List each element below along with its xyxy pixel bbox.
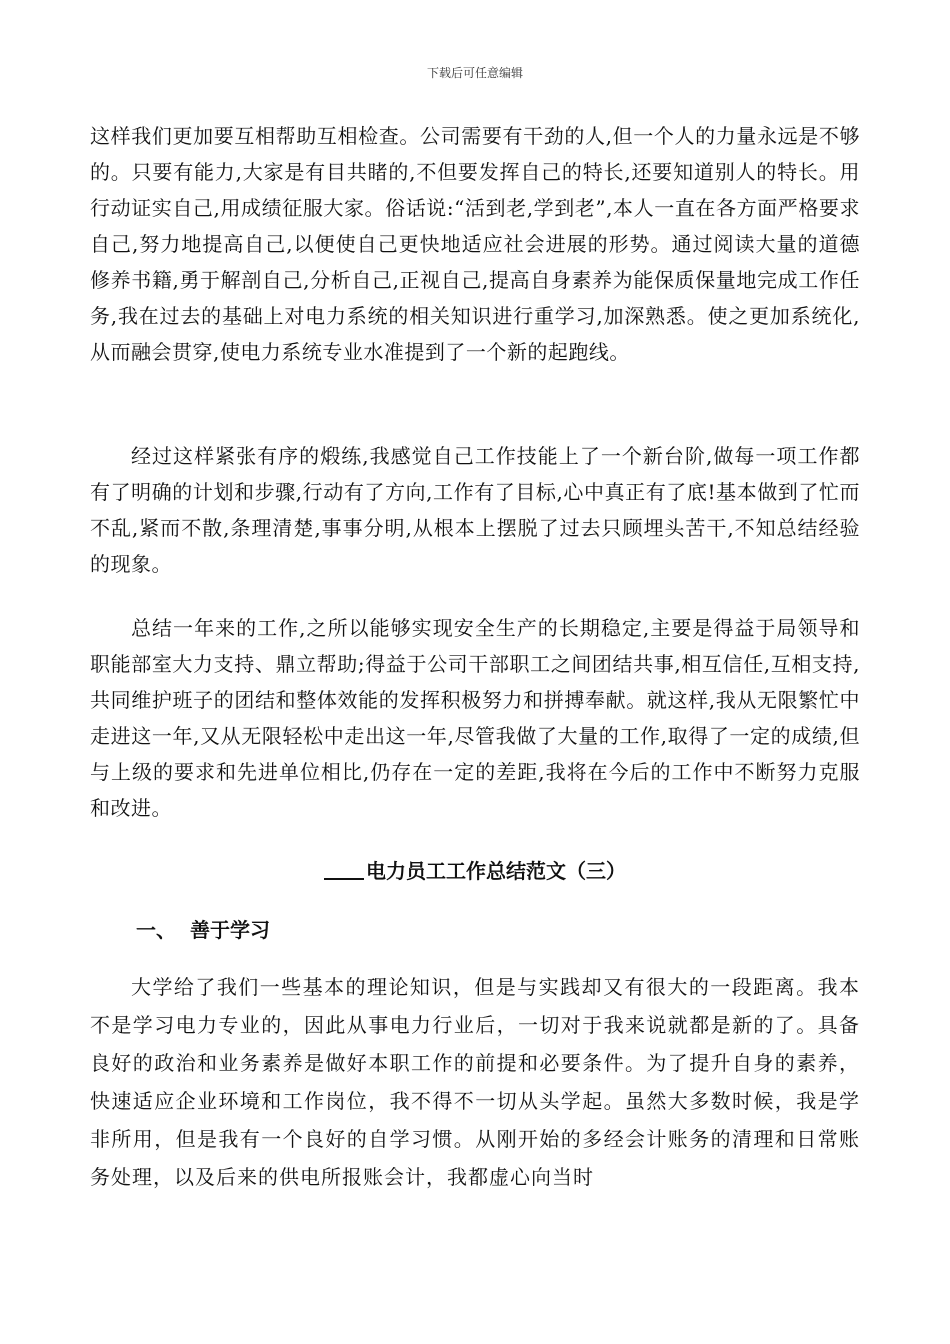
title-blank-line bbox=[324, 878, 364, 880]
section-body bbox=[90, 968, 860, 1196]
document-body-2 bbox=[90, 438, 860, 582]
paragraph-study: 大学给了我们一些基本的理论知识，但是与实践却又有很大的一段距离。我本不是学习电力专业的，因此从事电力行业后，一切对于我来说就都是新的了。具备良好的政治和业务素养是做好本职工作的前提和必要条件。为了提升自身的素养，快速适应企业环境和工作岗位，我不得不一切从头学起。虽然大多数时候，我是学非所用，但是我有一个良好的自学习惯。从刚开始的多经会计账务的清理和日常账务处理，以及后来的供电所报账会计，我都虚心向当时 bbox=[90, 975, 860, 1189]
section-heading-text: 善于学习 bbox=[190, 918, 270, 942]
paragraph-training: 经过这样紧张有序的煅练,我感觉自己工作技能上了一个新台阶,做每一项工作都有了明确的计划和步骤,行动有了方向,工作有了目标,心中真正有了底!基本做到了忙而不乱,紧而不散,条理清楚,事事分明,从根本上摆脱了过去只顾埋头苦干,不知总结经验的现象。 bbox=[90, 444, 860, 576]
paragraph-continuation: 这样我们更加要互相帮助互相检查。公司需要有干劲的人,但一个人的力量永远是不够的。只要有能力,大家是有目共睹的,不但要发挥自己的特长,还要知道别人的特长。用行动证实自己,用成绩征服大家。俗话说:“活到老,学到老”,本人一直在各方面严格要求自己,努力地提高自己,以便使自己更快地适应社会进展的形势。通过阅读大量的道德修养书籍,勇于解剖自己,分析自己,正视自己,提高自身素养为能保质保量地完成工作任务,我在过去的基础上对电力系统的相关知识进行重学习,加深熟悉。使之更加系统化,从而融会贯穿,使电力系统专业水准提到了一个新的起跑线。 bbox=[90, 124, 860, 364]
section-title-text: 电力员工工作总结范文（三） bbox=[366, 859, 626, 883]
section-title bbox=[90, 853, 860, 889]
section-heading bbox=[90, 912, 860, 948]
paragraph-summary: 总结一年来的工作,之所以能够实现安全生产的长期稳定,主要是得益于局领导和职能部室大力支持、鼎立帮助;得益于公司干部职工之间团结共事,相互信任,互相支持,共同维护班子的团结和整体效能的发挥积极努力和拼搏奉献。就这样,我从无限繁忙中走进这一年,又从无限轻松中走出这一年,尽管我做了大量的工作,取得了一定的成绩,但与上级的要求和先进单位相比,仍存在一定的差距,我将在今后的工作中不断努力克服和改进。 bbox=[90, 616, 860, 820]
document-body bbox=[90, 118, 860, 370]
section-title-wrap bbox=[90, 853, 860, 889]
page-header-note: 下载后可任意编辑 bbox=[426, 66, 523, 80]
section-heading-wrap bbox=[90, 912, 860, 948]
section-heading-number: 一、 bbox=[136, 918, 176, 942]
document-body-3 bbox=[90, 610, 860, 826]
